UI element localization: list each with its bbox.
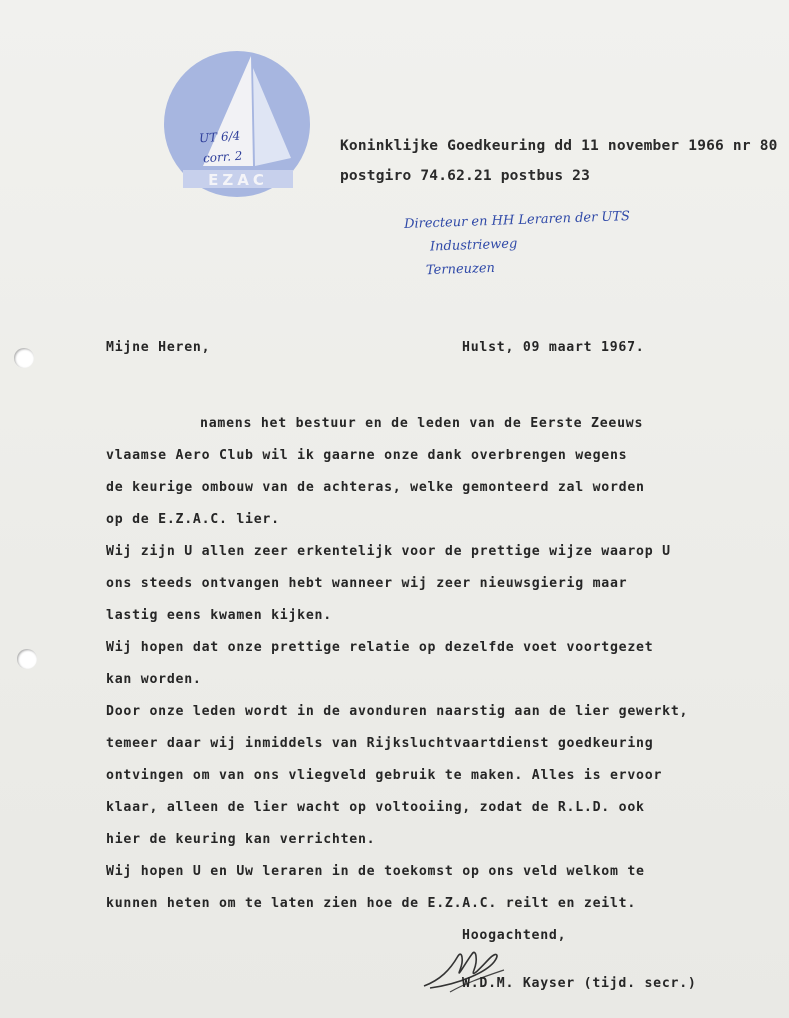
- body-line: ontvingen om van ons vliegveld gebruik te maken. Alles is ervoor: [106, 768, 663, 783]
- body-line: de keurige ombouw van de achteras, welke gemonteerd zal worden: [106, 480, 645, 495]
- logo-letters: EZAC: [208, 171, 268, 189]
- punch-hole-top: [14, 348, 34, 368]
- header-postgiro-line: postgiro 74.62.21 postbus 23: [340, 168, 591, 184]
- signature-scribble-icon: [420, 940, 510, 1000]
- addressee-line-1: Directeur en HH Leraren der UTS: [403, 209, 631, 232]
- place-date: Hulst, 09 maart 1967.: [462, 340, 645, 355]
- body-line: namens het bestuur en de leden van de Eerste Zeeuws: [200, 416, 644, 431]
- body-line: temeer daar wij inmiddels van Rijksluchtvaartdienst goedkeuring: [106, 736, 654, 751]
- signature-name: W.D.M. Kayser (tijd. secr.): [462, 976, 697, 991]
- addressee-line-3: Terneuzen: [425, 260, 496, 279]
- body-line: Wij hopen dat onze prettige relatie op dezelfde voet voortgezet: [106, 640, 654, 655]
- body-line: Wij zijn U allen zeer erkentelijk voor de prettige wijze waarop U: [106, 544, 671, 559]
- ezac-logo-icon: [163, 48, 313, 200]
- punch-hole-bottom: [17, 649, 37, 669]
- closing: Hoogachtend,: [462, 928, 567, 943]
- body-line: Wij hopen U en Uw leraren in de toekomst op ons veld welkom te: [106, 864, 645, 879]
- salutation: Mijne Heren,: [106, 340, 211, 355]
- body-line: vlaamse Aero Club wil ik gaarne onze dank overbrengen wegens: [106, 448, 628, 463]
- addressee-line-2: Industrieweg: [429, 236, 518, 255]
- logo-handwritten-note-1: UT 6/4: [198, 128, 241, 146]
- body-line: hier de keuring kan verrichten.: [106, 832, 376, 847]
- body-line: kunnen heten om te laten zien hoe de E.Z.A.C. reilt en zeilt.: [106, 896, 637, 911]
- body-line: kan worden.: [106, 672, 202, 687]
- body-line: op de E.Z.A.C. lier.: [106, 512, 280, 527]
- body-line: lastig eens kwamen kijken.: [106, 608, 332, 623]
- body-line: Door onze leden wordt in de avonduren naarstig aan de lier gewerkt,: [106, 704, 689, 719]
- body-line: ons steeds ontvangen hebt wanneer wij zeer nieuwsgierig maar: [106, 576, 628, 591]
- logo-handwritten-note-2: corr. 2: [202, 148, 243, 166]
- body-line: klaar, alleen de lier wacht op voltooiing, zodat de R.L.D. ook: [106, 800, 645, 815]
- header-approval-line: Koninklijke Goedkeuring dd 11 november 1966 nr 80: [340, 138, 778, 154]
